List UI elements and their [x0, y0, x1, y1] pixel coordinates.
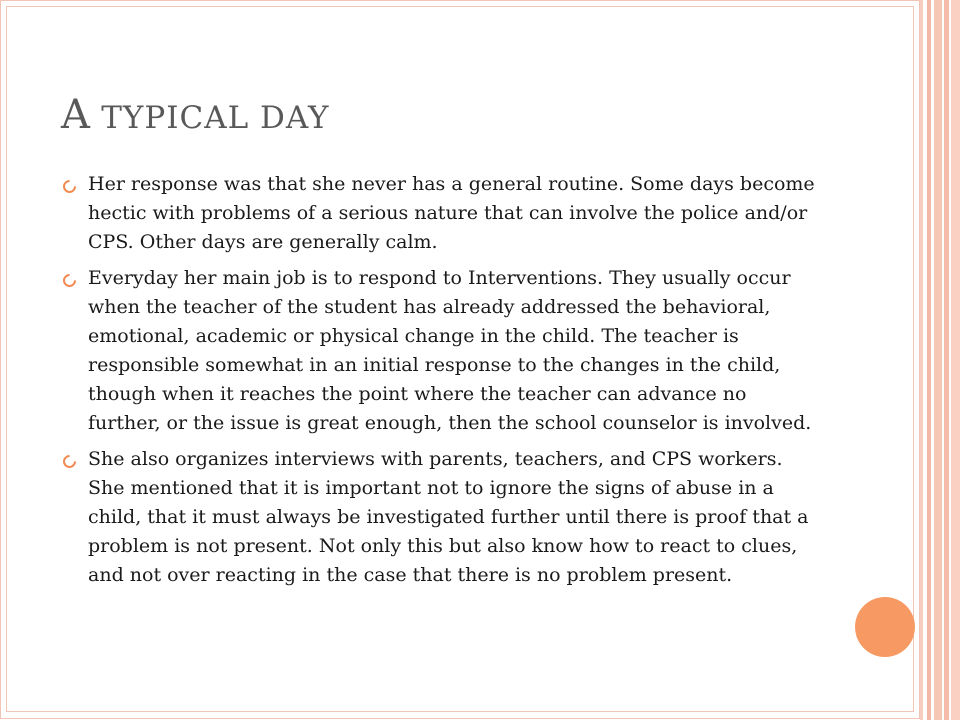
bullet-text: Everyday her main job is to respond to Interventions. They usually occur when the teacher of the student has already addressed the behavioral, emotional, academic or physical change in the child. The teacher is responsible somewhat in an initial response to the changes in the child, though when it reaches the point where the teacher can advance no further, or the issue is great enough, then the school counselor is involved. [88, 267, 812, 434]
bullet-item [62, 445, 822, 590]
bullet-icon [60, 271, 78, 289]
decor-circle [855, 597, 915, 657]
bullet-icon [60, 452, 78, 470]
bullet-icon [60, 177, 78, 195]
bullet-text: Her response was that she never has a general routine. Some days become hectic with problems of a serious nature that can involve the police and/or CPS. Other days are generally calm. [88, 173, 815, 253]
bullet-text: She also organizes interviews with parents, teachers, and CPS workers. She mentioned that it is important not to ignore the signs of abuse in a child, that it must always be investigated further until there is proof that a problem is not present. Not only this but also know how to react to clues, and not over reacting in the case that there is no problem present. [88, 448, 809, 586]
slide-title-rest: TYPICAL DAY [90, 100, 330, 136]
bullet-item [62, 264, 822, 438]
slide-title [61, 92, 330, 138]
decor-stripe [951, 0, 960, 720]
bullet-item [62, 170, 822, 257]
slide-body [62, 170, 822, 597]
slide-title-initial: A [61, 92, 91, 138]
decor-stripe [934, 0, 942, 720]
